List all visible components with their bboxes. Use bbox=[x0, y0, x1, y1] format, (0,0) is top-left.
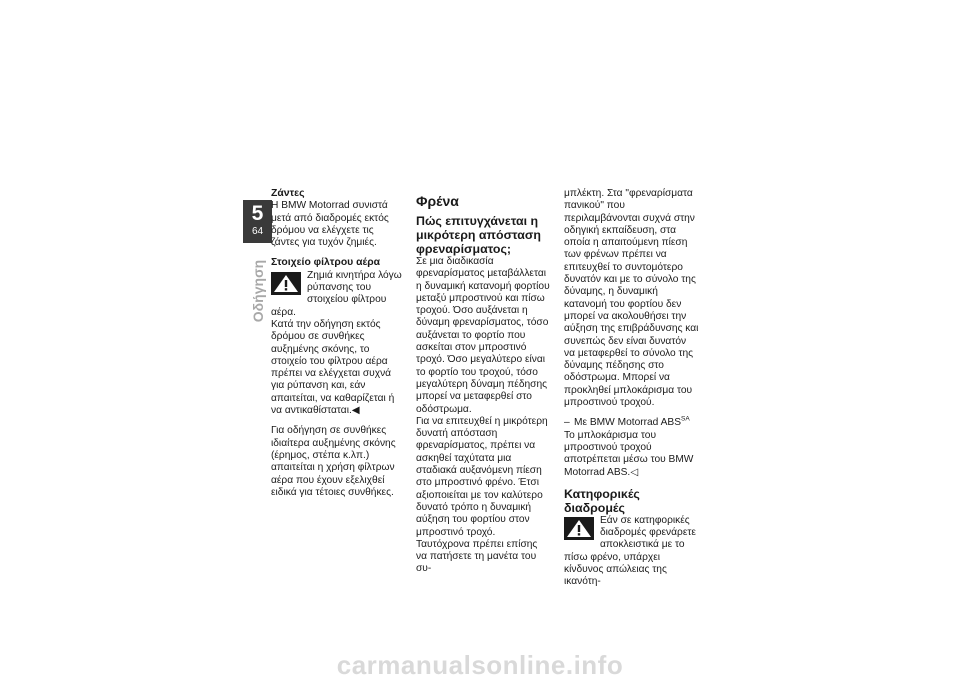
abs-sup: SA bbox=[681, 415, 690, 423]
page-number: 64 bbox=[251, 226, 264, 237]
section-label-container bbox=[244, 248, 272, 333]
end-mark-outline-icon: ◁ bbox=[630, 466, 639, 478]
abs-text: Το μπλοκάρισμα του μπροστινού τροχού αποτρέπεται μέσω του BMW Motorrad ABS. bbox=[564, 429, 694, 478]
continued-text: μπλέκτη. Στα "φρεναρίσματα πανικού" που περιλαμβάνονται συχνά στην οδηγική εκπαίδευση, στα οποία η απαιτούμενη πίεση των φρένων πρέπει να επιτευχθεί το συντομότερο δυνατόν και με το σύνολο της δύναμης, η δυναμική κατανομή του φορτίου δεν μπορεί να ακολουθήσει την αύξηση της επιβράδυνσης και συνεπώς δεν είναι δυνατόν να μεταφερθεί το σύνολο της δύναμης πέδησης στο οδόστρωμα. Μπορεί να προκληθεί μπλοκάρισμα του μπροστινού τροχού. bbox=[564, 188, 699, 409]
stopping-distance-heading: Πώς επιτυγχάνεται η μικρότερη απόσταση φρεναρίσματος; bbox=[416, 214, 541, 256]
chapter-tab bbox=[243, 200, 272, 243]
stopping-text-1: Σε μια διαδικασία φρεναρίσματος μεταβάλλεται η δυναμική κατανομή φορτίου μεταξύ μπροστινού και πίσω τροχού. Όσο αυξάνεται η δύναμη φρεναρίσματος, τόσο αυξάνεται το φορτίο που ασκείται στον μπροστινό τροχό. Όσο μεγαλύτερο είναι το φορτίο του τροχού, τόσο μεγαλύτερη δύναμη πέδησης μπορεί να μεταφερθεί στο οδόστρωμα. bbox=[416, 256, 550, 415]
dash-bullet: – bbox=[564, 417, 570, 429]
end-mark-icon: ◀ bbox=[351, 405, 360, 417]
column-2 bbox=[416, 194, 550, 576]
downhill-heading: Κατηφορικές διαδρομές bbox=[564, 486, 640, 515]
column-3 bbox=[564, 188, 699, 589]
downhill-warning-text: Εάν σε κατηφορικές διαδρομές φρενάρετε αποκλειστικά με το πίσω φρένο, υπάρχει κίνδυνος απώλειας της ικανότη- bbox=[564, 514, 696, 588]
air-filter-warning-text: Ζημιά κινητήρα λόγω ρύπανσης του στοιχείου φίλτρου αέρα. bbox=[271, 269, 402, 318]
brakes-heading: Φρένα bbox=[416, 193, 459, 209]
abs-label: Με BMW Motorrad ABS bbox=[574, 417, 682, 429]
column-1 bbox=[271, 188, 403, 499]
section-label: Οδήγηση bbox=[250, 259, 266, 322]
tyres-heading: Ζάντες bbox=[271, 188, 305, 199]
stopping-text-2: Για να επιτευχθεί η μικρότερη δυνατή απόσταση φρεναρίσματος, πρέπει να ασκηθεί ταχύτατα μια σταδιακά αυξανόμενη πίεση στο μπροστινό φρένο. Έτσι αξιοποιείται με τον καλύτερο δυνατό τρόπο η δυναμική αύξηση του φορτίου στον μπροστινό τροχό. Ταυτόχρονα πρέπει επίσης να πατήσετε τη μανέτα του συ- bbox=[416, 415, 548, 575]
dust-text: Για οδήγηση σε συνθήκες ιδιαίτερα αυξημένης σκόνης (έρημος, στέπα κ.λπ.) απαιτείται η χρήση φίλτρων αέρα που έχουν εξελιχθεί ειδικά για τέτοιες συνθήκες. bbox=[271, 425, 396, 498]
air-filter-warning bbox=[271, 270, 403, 319]
abs-line bbox=[564, 417, 699, 429]
tyres-text: Η BMW Motorrad συνιστά μετά από διαδρομές εκτός δρόμου να ελέγχετε τις ζάντες για τυχόν ζημιές. bbox=[271, 200, 389, 249]
downhill-warning bbox=[564, 515, 699, 589]
watermark: carmanualsonline.info bbox=[336, 650, 624, 680]
warning-icon bbox=[564, 517, 594, 540]
air-filter-heading: Στοιχείο φίλτρου αέρα bbox=[271, 257, 381, 269]
chapter-number: 5 bbox=[251, 202, 264, 225]
air-filter-text: Κατά την οδήγηση εκτός δρόμου σε συνθήκες αυξημένης σκόνης, το στοιχείο του φίλτρου αέρα πρέπει να ελέγχεται συχνά για ρύπανση και, εάν απαιτείται, να καθαρίζεται ή να αντικαθίσταται. bbox=[271, 318, 395, 417]
warning-icon bbox=[271, 272, 301, 295]
